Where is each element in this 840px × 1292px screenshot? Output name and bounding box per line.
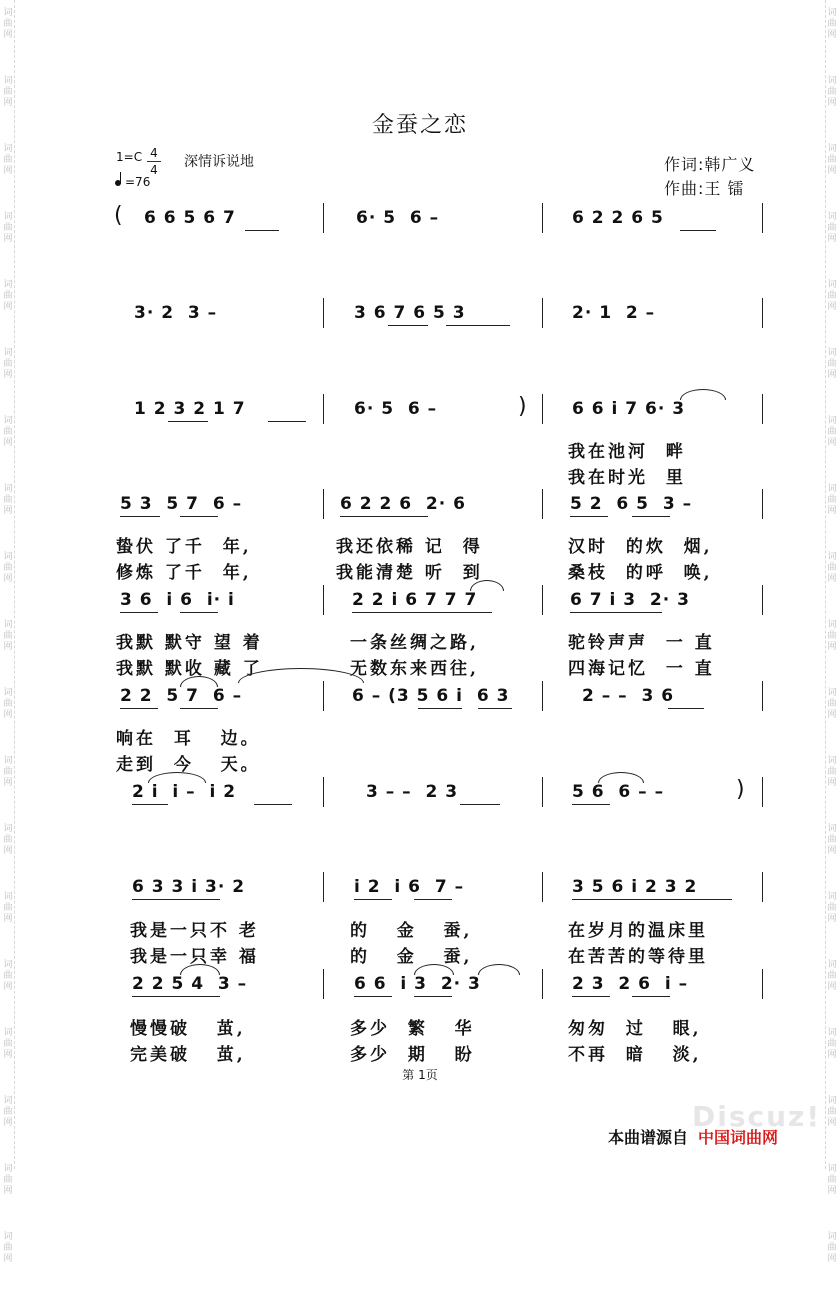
side-watermark-glyph: 网 <box>3 982 13 992</box>
barline <box>323 777 324 807</box>
side-watermark-block <box>1 952 15 1020</box>
row1-measure1: 6 6 5 6 7 <box>144 208 236 228</box>
row7-measure1: 2 i i – i 2 <box>132 782 237 802</box>
row3-measure1: 1 2 3 2 1 7 <box>134 399 246 419</box>
beam <box>572 804 610 805</box>
beam <box>414 899 452 900</box>
side-watermark-glyph: 网 <box>827 846 837 856</box>
side-watermark-glyph: 网 <box>3 506 13 516</box>
row4-measure1: 5 3 5 7 6 – <box>120 494 243 514</box>
beam <box>132 996 220 997</box>
side-watermark-glyph: 词 <box>3 484 13 494</box>
beam <box>245 230 279 231</box>
beam <box>572 996 610 997</box>
lyric-r3-verse2: 我在时光 里 <box>568 468 686 488</box>
side-watermark-glyph: 网 <box>3 574 13 584</box>
quarter-note-icon <box>115 180 121 186</box>
side-watermark-glyph: 网 <box>827 30 837 40</box>
side-watermark-block <box>825 204 839 272</box>
row9-measure2: 6 6 i 3 2· 3 <box>354 974 481 994</box>
side-watermark-glyph: 曲 <box>827 835 837 845</box>
row9-measure3: 2 3 2 6 i – <box>572 974 689 994</box>
slur <box>470 580 504 591</box>
side-watermark-glyph: 词 <box>827 552 837 562</box>
barline <box>762 777 763 807</box>
row8-measure2: i 2 i 6 7 – <box>354 877 465 897</box>
side-watermark-glyph: 网 <box>827 1254 837 1264</box>
beam <box>478 708 512 709</box>
side-watermark-block <box>1 748 15 816</box>
lyricist-credit: 作词:韩广义 <box>664 155 756 174</box>
side-watermark-glyph: 词 <box>827 1096 837 1106</box>
side-watermark-glyph: 词 <box>827 824 837 834</box>
barline <box>542 203 543 233</box>
row6-measure3: 2 – – 3 6 <box>582 686 675 706</box>
row4-measure3: 5 2 6 5 3 – <box>570 494 693 514</box>
time-signature-bottom: 4 <box>150 163 158 177</box>
side-watermark-glyph: 曲 <box>3 359 13 369</box>
time-signature-top: 4 <box>150 146 158 160</box>
side-watermark-block <box>825 748 839 816</box>
row1-measure3: 6 2 2 6 5 <box>572 208 664 228</box>
row3-measure3: 6 6 i 7 6· 3 <box>572 399 686 419</box>
side-watermark-glyph: 网 <box>827 778 837 788</box>
side-watermark-glyph: 网 <box>3 778 13 788</box>
side-watermark-glyph: 网 <box>827 1118 837 1128</box>
row9-measure1: 2 2 5 4 3 – <box>132 974 248 994</box>
beam <box>388 325 428 326</box>
side-watermark-glyph: 曲 <box>3 87 13 97</box>
side-watermark-glyph: 词 <box>3 756 13 766</box>
lyric-r8-v1-m3: 在岁月的温床里 <box>568 921 708 941</box>
side-watermark-glyph: 网 <box>3 30 13 40</box>
slur <box>680 389 726 400</box>
side-watermark-glyph: 词 <box>827 416 837 426</box>
lyric-r9-v2-m3: 不再 暗 淡, <box>568 1045 702 1065</box>
side-watermark-block <box>1 204 15 272</box>
side-watermark-glyph: 曲 <box>3 291 13 301</box>
barline <box>323 203 324 233</box>
side-watermark-glyph: 网 <box>827 574 837 584</box>
lyric-r4-v1-m3: 汉时 的炊 烟, <box>568 537 713 557</box>
side-watermark-glyph: 词 <box>827 280 837 290</box>
side-watermark-glyph: 网 <box>3 846 13 856</box>
side-watermark-glyph: 曲 <box>827 699 837 709</box>
side-watermark-glyph: 网 <box>827 98 837 108</box>
side-watermark-block <box>825 544 839 612</box>
beam <box>180 708 218 709</box>
side-watermark-glyph: 词 <box>827 8 837 18</box>
lyric-r3-verse1: 我在池河 畔 <box>568 442 686 462</box>
side-watermark-block <box>1 272 15 340</box>
side-watermark-glyph: 词 <box>3 416 13 426</box>
side-watermark-glyph: 网 <box>3 370 13 380</box>
row1-measure2: 6· 5 6 – <box>356 208 440 228</box>
beam <box>168 421 208 422</box>
row5-measure3: 6 7 i 3 2· 3 <box>570 590 690 610</box>
side-watermark-glyph: 曲 <box>3 1175 13 1185</box>
lyric-r4-v2-m1: 修炼 了千 年, <box>116 563 252 583</box>
side-watermark-block <box>1 884 15 952</box>
key-signature: 1=C <box>116 150 143 164</box>
side-watermark-block <box>825 952 839 1020</box>
barline <box>542 489 543 519</box>
lyric-r8-v2-m3: 在苦苦的等待里 <box>568 947 708 967</box>
side-watermark-glyph: 词 <box>827 212 837 222</box>
barline <box>542 298 543 328</box>
side-watermark-glyph: 曲 <box>3 767 13 777</box>
lyric-r5-v2-m2: 无数东来西往, <box>350 659 479 679</box>
side-watermark-glyph: 词 <box>3 280 13 290</box>
side-watermark-glyph: 网 <box>827 710 837 720</box>
side-watermark-block <box>825 680 839 748</box>
side-watermark-block <box>1 816 15 884</box>
barline <box>542 585 543 615</box>
side-watermark-glyph: 词 <box>827 1164 837 1174</box>
side-watermark-glyph: 网 <box>827 166 837 176</box>
side-watermark-block <box>1 680 15 748</box>
side-watermark-block <box>825 1224 839 1292</box>
side-watermark-right <box>825 0 839 1292</box>
side-watermark-glyph: 词 <box>3 824 13 834</box>
source-label: 本曲谱源自 <box>608 1128 689 1147</box>
side-watermark-glyph: 网 <box>3 438 13 448</box>
lyric-r4-v2-m3: 桑枝 的呼 唤, <box>568 563 713 583</box>
beam <box>414 996 452 997</box>
lyric-r9-v2-m2: 多少 期 盼 <box>350 1045 475 1065</box>
barline <box>542 872 543 902</box>
page-number: 第 1页 <box>402 1068 438 1082</box>
side-watermark-glyph: 曲 <box>3 699 13 709</box>
side-watermark-block <box>1 340 15 408</box>
source-credit <box>608 1125 778 1148</box>
side-watermark-glyph: 曲 <box>827 155 837 165</box>
side-watermark-block <box>1 612 15 680</box>
lyric-r5-v2-m1: 我默 默收 藏 了 <box>116 659 263 679</box>
side-watermark-glyph: 词 <box>827 1028 837 1038</box>
beam <box>132 804 168 805</box>
lyric-r9-v1-m1: 慢慢破 茧, <box>130 1019 246 1039</box>
beam <box>446 325 510 326</box>
side-watermark-glyph: 网 <box>827 506 837 516</box>
side-watermark-glyph: 网 <box>3 1118 13 1128</box>
side-watermark-block <box>1 0 15 68</box>
side-watermark-block <box>825 408 839 476</box>
tempo-marking <box>115 175 150 189</box>
side-watermark-glyph: 词 <box>3 552 13 562</box>
beam <box>132 899 220 900</box>
side-watermark-glyph: 曲 <box>827 87 837 97</box>
beam <box>268 421 306 422</box>
time-signature-divider <box>147 161 161 162</box>
beam <box>460 804 500 805</box>
side-watermark-block <box>825 0 839 68</box>
side-watermark-glyph: 曲 <box>3 631 13 641</box>
side-watermark-glyph: 曲 <box>827 19 837 29</box>
beam <box>120 708 158 709</box>
beam <box>120 612 158 613</box>
side-watermark-glyph: 网 <box>827 1050 837 1060</box>
lyric-r9-v1-m3: 匆匆 过 眼, <box>568 1019 702 1039</box>
side-watermark-glyph: 词 <box>827 620 837 630</box>
barline <box>323 489 324 519</box>
side-watermark-glyph: 曲 <box>827 971 837 981</box>
lyric-r8-v1-m2: 的 金 蚕, <box>350 921 473 941</box>
row4-measure2: 6 2 2 6 2· 6 <box>340 494 466 514</box>
barline <box>762 681 763 711</box>
side-watermark-glyph: 词 <box>3 892 13 902</box>
side-watermark-glyph: 词 <box>827 688 837 698</box>
barline <box>762 872 763 902</box>
side-watermark-glyph: 词 <box>3 1232 13 1242</box>
side-watermark-glyph: 网 <box>3 234 13 244</box>
side-watermark-glyph: 词 <box>3 348 13 358</box>
side-watermark-glyph: 词 <box>827 1232 837 1242</box>
side-watermark-glyph: 曲 <box>3 223 13 233</box>
beam <box>354 899 392 900</box>
side-watermark-glyph: 曲 <box>3 1039 13 1049</box>
tempo-value: =76 <box>125 175 151 189</box>
side-watermark-glyph: 词 <box>3 144 13 154</box>
row7-measure2: 3 – – 2 3 <box>366 782 459 802</box>
row7-measure3: 5 6 6 – – <box>572 782 665 802</box>
side-watermark-glyph: 网 <box>3 1254 13 1264</box>
beam <box>418 708 462 709</box>
barline <box>542 777 543 807</box>
side-watermark-block <box>1 408 15 476</box>
beam <box>340 516 428 517</box>
side-watermark-block <box>825 272 839 340</box>
side-watermark-glyph: 曲 <box>827 767 837 777</box>
lyric-r9-v1-m2: 多少 繁 华 <box>350 1019 475 1039</box>
side-watermark-glyph: 曲 <box>827 563 837 573</box>
beam <box>180 516 218 517</box>
side-watermark-glyph: 词 <box>3 76 13 86</box>
beam <box>680 230 716 231</box>
side-watermark-glyph: 词 <box>827 892 837 902</box>
side-watermark-glyph: 曲 <box>3 563 13 573</box>
lyric-r4-v1-m2: 我还依稀 记 得 <box>336 537 483 557</box>
side-watermark-glyph: 词 <box>3 8 13 18</box>
beam <box>120 516 160 517</box>
lyric-r8-v2-m1: 我是一只幸 福 <box>130 947 259 967</box>
discuz-watermark: Discuz! <box>692 1100 822 1133</box>
barline <box>762 489 763 519</box>
tie <box>598 772 644 783</box>
side-watermark-glyph: 网 <box>827 438 837 448</box>
side-watermark-block <box>825 1156 839 1224</box>
row6-measure1: 2 2 5 7 6 – <box>120 686 243 706</box>
section-close-paren: ) <box>736 777 745 802</box>
time-signature <box>147 146 161 177</box>
side-watermark-left <box>1 0 15 1292</box>
lyric-r9-v2-m1: 完美破 茧, <box>130 1045 246 1065</box>
side-watermark-glyph: 曲 <box>827 495 837 505</box>
row8-measure3: 3 5 6 i 2 3 2 <box>572 877 698 897</box>
lyric-r5-v1-m1: 我默 默守 望 着 <box>116 633 263 653</box>
side-watermark-glyph: 网 <box>827 370 837 380</box>
side-watermark-glyph: 曲 <box>827 1107 837 1117</box>
side-watermark-glyph: 网 <box>827 234 837 244</box>
side-watermark-glyph: 曲 <box>827 291 837 301</box>
row8-measure1: 6 3 3 i 3· 2 <box>132 877 246 897</box>
side-watermark-glyph: 词 <box>827 756 837 766</box>
side-watermark-block <box>825 1088 839 1156</box>
side-watermark-glyph: 词 <box>3 1164 13 1174</box>
side-watermark-glyph: 词 <box>3 212 13 222</box>
side-watermark-glyph: 曲 <box>827 631 837 641</box>
side-watermark-glyph: 曲 <box>3 835 13 845</box>
source-brand-link[interactable]: 中国词曲网 <box>698 1128 779 1147</box>
barline <box>323 298 324 328</box>
side-watermark-block <box>825 476 839 544</box>
expression-marking: 深情诉说地 <box>184 154 254 170</box>
side-watermark-glyph: 曲 <box>3 1243 13 1253</box>
side-watermark-glyph: 网 <box>3 642 13 652</box>
beam <box>572 899 732 900</box>
lyric-r5-v2-m3: 四海记忆 一 直 <box>568 659 715 679</box>
side-watermark-glyph: 网 <box>3 166 13 176</box>
side-watermark-glyph: 曲 <box>3 971 13 981</box>
side-watermark-glyph: 词 <box>3 1096 13 1106</box>
beam <box>570 516 608 517</box>
side-watermark-glyph: 词 <box>827 348 837 358</box>
side-watermark-block <box>1 1224 15 1292</box>
side-watermark-glyph: 网 <box>827 1186 837 1196</box>
barline <box>323 872 324 902</box>
side-watermark-glyph: 曲 <box>3 19 13 29</box>
slur <box>478 964 520 975</box>
side-watermark-block <box>825 612 839 680</box>
barline <box>762 969 763 999</box>
side-watermark-glyph: 词 <box>3 620 13 630</box>
lyric-r8-v1-m1: 我是一只不 老 <box>130 921 259 941</box>
lyric-r6-verse1: 响在 耳 边。 <box>116 729 261 749</box>
side-watermark-glyph: 曲 <box>827 1039 837 1049</box>
beam <box>254 804 292 805</box>
row6-measure2: 6 – (3 5 6 i 6 3 <box>352 686 510 706</box>
lyric-r5-v1-m3: 驼铃声声 一 直 <box>568 633 715 653</box>
beam <box>570 612 662 613</box>
side-watermark-glyph: 曲 <box>827 1243 837 1253</box>
repeat-open-paren: ( <box>114 203 123 228</box>
beam <box>180 612 218 613</box>
side-watermark-block <box>825 136 839 204</box>
side-watermark-glyph: 曲 <box>3 1107 13 1117</box>
side-watermark-block <box>1 1088 15 1156</box>
side-watermark-glyph: 曲 <box>3 903 13 913</box>
row2-measure2: 3 6 7 6 5 3 <box>354 303 466 323</box>
barline <box>762 394 763 424</box>
row3-measure2: 6· 5 6 – <box>354 399 438 419</box>
beam <box>354 996 392 997</box>
side-watermark-block <box>825 340 839 408</box>
side-watermark-glyph: 网 <box>3 1186 13 1196</box>
side-watermark-block <box>1 544 15 612</box>
side-watermark-glyph: 曲 <box>827 1175 837 1185</box>
side-watermark-block <box>825 816 839 884</box>
row5-measure1: 3 6 i 6 i· i <box>120 590 235 610</box>
side-watermark-glyph: 词 <box>827 76 837 86</box>
beam <box>668 708 704 709</box>
side-watermark-glyph: 网 <box>827 302 837 312</box>
side-watermark-block <box>1 476 15 544</box>
side-watermark-glyph: 曲 <box>827 903 837 913</box>
side-watermark-glyph: 网 <box>827 982 837 992</box>
side-watermark-glyph: 网 <box>3 914 13 924</box>
side-watermark-glyph: 词 <box>3 688 13 698</box>
side-watermark-glyph: 词 <box>827 144 837 154</box>
side-watermark-block <box>1 1156 15 1224</box>
beam <box>632 516 670 517</box>
side-watermark-glyph: 网 <box>3 98 13 108</box>
side-watermark-glyph: 网 <box>827 914 837 924</box>
row2-measure1: 3· 2 3 – <box>134 303 218 323</box>
side-watermark-block <box>1 136 15 204</box>
lyric-r4-v2-m2: 我能清楚 听 到 <box>336 563 483 583</box>
barline <box>762 298 763 328</box>
side-watermark-glyph: 词 <box>3 1028 13 1038</box>
barline <box>542 394 543 424</box>
side-watermark-glyph: 网 <box>3 302 13 312</box>
side-watermark-glyph: 曲 <box>827 359 837 369</box>
side-watermark-glyph: 词 <box>827 484 837 494</box>
composer-credit: 作曲:王 镭 <box>664 179 745 198</box>
barline <box>542 969 543 999</box>
lyric-r6-verse2: 走到 今 天。 <box>116 755 261 775</box>
side-watermark-glyph: 曲 <box>3 427 13 437</box>
side-watermark-glyph: 网 <box>827 642 837 652</box>
side-watermark-glyph: 曲 <box>827 223 837 233</box>
repeat-close-paren: ) <box>518 394 527 419</box>
side-watermark-glyph: 曲 <box>3 155 13 165</box>
row5-measure2: 2 2 i 6 7 7 7 <box>352 590 478 610</box>
barline <box>323 969 324 999</box>
side-watermark-glyph: 词 <box>827 960 837 970</box>
barline <box>762 203 763 233</box>
side-watermark-glyph: 曲 <box>827 427 837 437</box>
lyric-r8-v2-m2: 的 金 蚕, <box>350 947 473 967</box>
lyric-r5-v1-m2: 一条丝绸之路, <box>350 633 479 653</box>
barline <box>542 681 543 711</box>
side-watermark-block <box>825 884 839 952</box>
barline <box>762 585 763 615</box>
side-watermark-glyph: 曲 <box>3 495 13 505</box>
barline <box>323 585 324 615</box>
lyric-r4-v1-m1: 蛰伏 了千 年, <box>116 537 252 557</box>
barline <box>323 394 324 424</box>
beam <box>352 612 492 613</box>
side-watermark-glyph: 词 <box>3 960 13 970</box>
beam <box>632 996 670 997</box>
side-watermark-glyph: 网 <box>3 1050 13 1060</box>
side-watermark-glyph: 网 <box>3 710 13 720</box>
song-title: 金蚕之恋 <box>371 113 468 138</box>
barline <box>323 681 324 711</box>
row2-measure3: 2· 1 2 – <box>572 303 656 323</box>
